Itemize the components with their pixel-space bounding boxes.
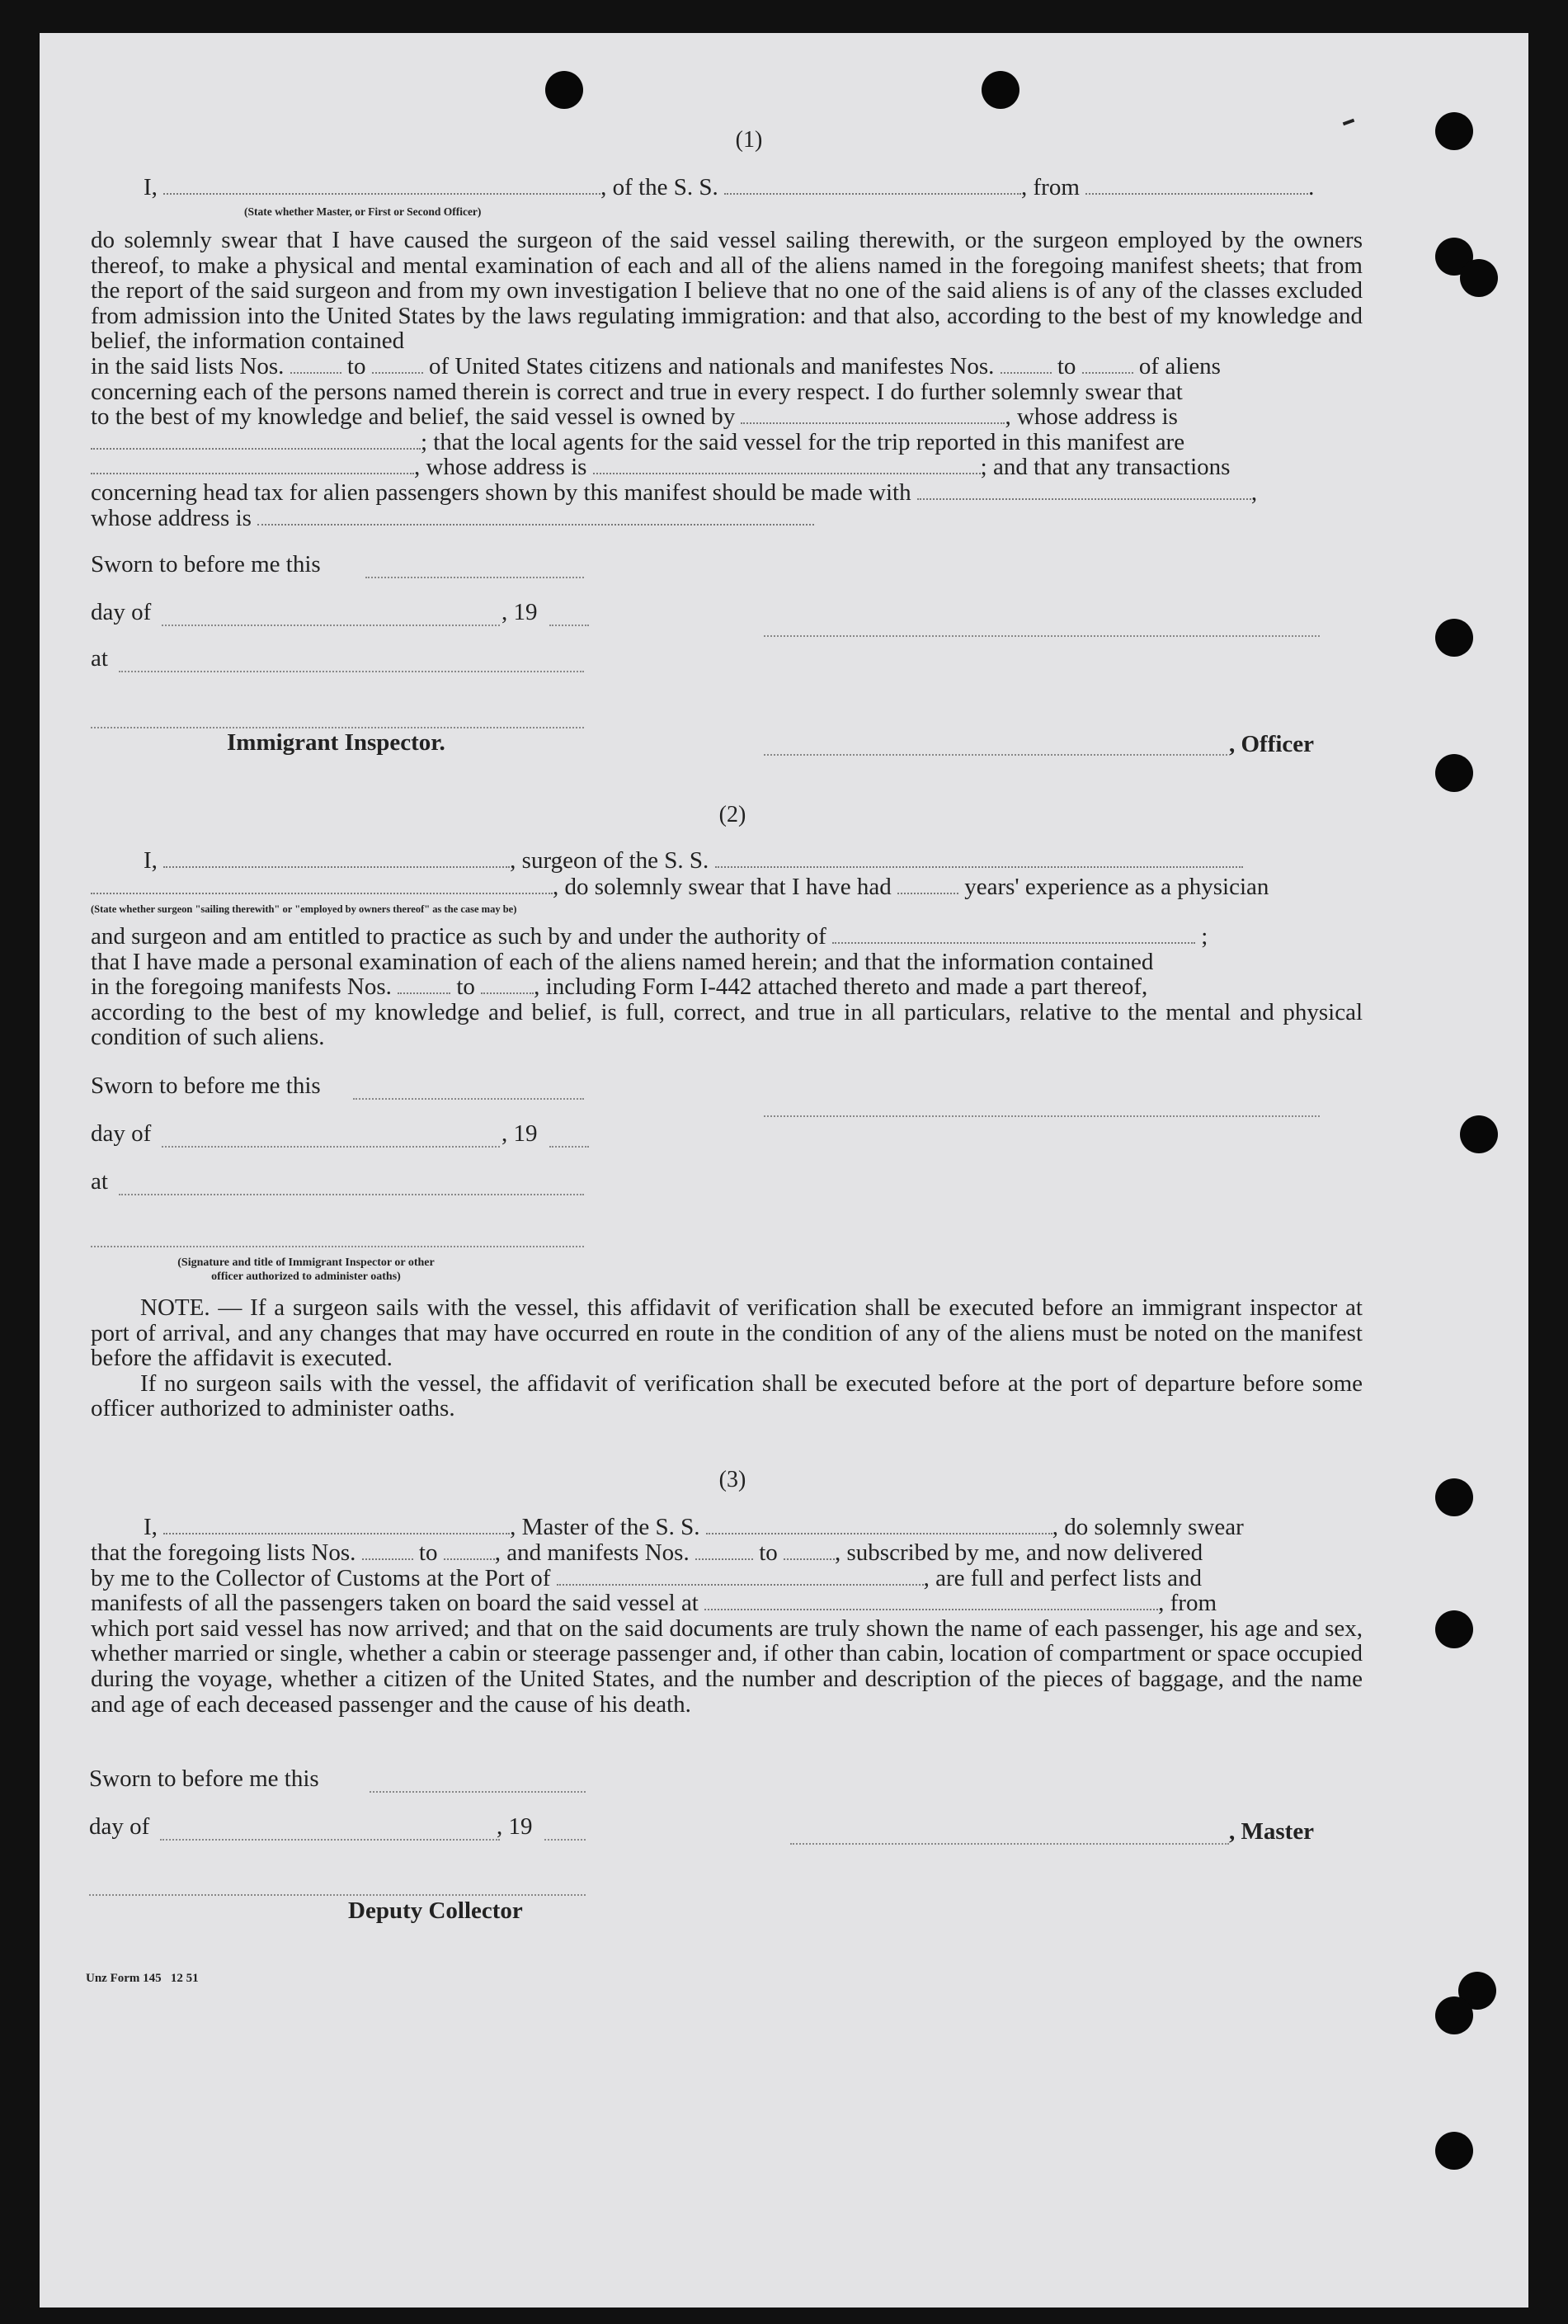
surgeon-line: I, , surgeon of the S. S. xyxy=(144,848,1243,874)
officer-title-1: , Officer xyxy=(1229,731,1315,757)
at-field-2[interactable] xyxy=(119,1192,584,1195)
form-number: Unz Form 145 12 51 xyxy=(86,1972,199,1985)
owner-field[interactable] xyxy=(741,420,1005,424)
scan-speck xyxy=(1343,119,1355,126)
punch-hole xyxy=(1435,619,1473,657)
owned-by-line: to the best of my knowledge and belief, the said vessel is owned by , whose address is xyxy=(91,403,1178,431)
note-paragraph-1: NOTE. — If a surgeon sails with the vessel, this affidavit of verification shall be executed before an immigrant inspector at port of arrival, and any changes that may have occurred en route in the condition of any of the aliens must be noted on the manifest before the affidavit is executed. xyxy=(91,1294,1363,1372)
at-label-2: at xyxy=(91,1168,108,1195)
sworn-date-field-1[interactable] xyxy=(365,575,584,578)
punch-hole xyxy=(982,71,1019,109)
sworn-label-3: Sworn to before me this xyxy=(89,1765,319,1792)
lists-to-field-3[interactable] xyxy=(444,1556,495,1560)
lists-from-field-3[interactable] xyxy=(362,1556,413,1560)
officer-signature-line-2[interactable] xyxy=(764,752,1227,756)
sworn-label-1: Sworn to before me this xyxy=(91,551,321,577)
lists-from-field[interactable] xyxy=(290,370,341,374)
manifests-to-field[interactable] xyxy=(1082,370,1133,374)
lists-to-field[interactable] xyxy=(372,370,423,374)
sworn-label-2: Sworn to before me this xyxy=(91,1072,321,1099)
section-1-oath-line xyxy=(144,175,1364,200)
agents-address-line: , whose address is ; and that any transactions xyxy=(91,455,1363,480)
section-2-heading: (2) xyxy=(718,802,746,827)
owner-address-field[interactable] xyxy=(91,445,421,450)
from-port-field[interactable] xyxy=(1085,191,1308,195)
punch-hole xyxy=(1460,1115,1498,1153)
day-field-2[interactable] xyxy=(162,1144,500,1148)
section-1-heading: (1) xyxy=(735,127,763,153)
punch-hole xyxy=(1435,2132,1473,2170)
master-vessel-field[interactable] xyxy=(706,1530,1052,1534)
surgeon-note: (State whether surgeon "sailing therewith" or "employed by owners thereof" as the case may be) xyxy=(91,903,517,915)
head-tax-line: concerning head tax for alien passengers shown by this manifest should be made with , xyxy=(91,478,1258,506)
head-tax-party-field[interactable] xyxy=(917,496,1251,500)
manifests-from-field-3[interactable] xyxy=(695,1556,753,1560)
day-of-label-1: day of xyxy=(91,599,152,625)
concerning-line: concerning each of the persons named therein is correct and true in every respect. I do further solemnly swear that xyxy=(91,378,1183,405)
collector-line: by me to the Collector of Customs at the Port of , are full and perfect lists and xyxy=(91,1564,1203,1591)
surgeon-role-field[interactable] xyxy=(91,890,553,894)
note-block xyxy=(91,1295,1363,1421)
officer-name-field[interactable] xyxy=(163,191,600,195)
surgeon-signature-line[interactable] xyxy=(764,1114,1320,1117)
day-of-label-2: day of xyxy=(91,1120,152,1147)
year-field-2[interactable] xyxy=(549,1144,589,1148)
years-field[interactable] xyxy=(897,890,958,894)
lists-line: in the said lists Nos. to of United States citizens and nationals and manifestes Nos. to of aliens xyxy=(91,352,1221,379)
document-page xyxy=(40,33,1528,2308)
surgeon-vessel-field[interactable] xyxy=(715,864,1243,868)
years-line: , do solemnly swear that I have had years' experience as a physician xyxy=(91,874,1269,900)
at-field-1[interactable] xyxy=(119,669,584,672)
surgeon-name-field[interactable] xyxy=(163,864,510,868)
punch-hole xyxy=(1435,1610,1473,1648)
punch-hole xyxy=(1435,112,1473,150)
section-1-body xyxy=(91,228,1363,530)
manifests-line: in the foregoing manifests Nos. to , including Form I-442 attached thereto and made a part thereof, xyxy=(91,973,1148,1001)
lists-manifests-line: that the foregoing lists Nos. to , and manifests Nos. to , subscribed by me, and now delivered xyxy=(91,1539,1203,1566)
examination-line: that I have made a personal examination of each of the aliens named herein; and that the information contained xyxy=(91,948,1154,975)
year-label-1: , 19 xyxy=(501,599,538,625)
punch-hole xyxy=(1435,1478,1473,1516)
boarding-port-field[interactable] xyxy=(704,1606,1158,1610)
master-line: I, , Master of the S. S. , do solemnly swear xyxy=(144,1514,1244,1540)
agents-line: ; that the local agents for the said vessel for the trip reported in this manifest are xyxy=(91,430,1363,455)
year-label-3: , 19 xyxy=(497,1813,533,1840)
authority-line: and surgeon and am entitled to practice as such by and under the authority of ; xyxy=(91,923,1208,950)
boarding-line: manifests of all the passengers taken on board the said vessel at , from xyxy=(91,1590,1217,1617)
manifests-from-field-2[interactable] xyxy=(398,990,450,994)
officer-signature-line-1[interactable] xyxy=(764,634,1320,637)
manifests-to-field-2[interactable] xyxy=(481,990,534,994)
day-of-label-3: day of xyxy=(89,1813,150,1840)
authority-field[interactable] xyxy=(832,940,1195,944)
sworn-date-field-2[interactable] xyxy=(353,1096,584,1100)
head-tax-address-field[interactable] xyxy=(257,521,814,526)
inspector-signature-line-2[interactable] xyxy=(91,1244,584,1247)
section-2-body xyxy=(91,924,1363,1050)
section-2-body-end: according to the best of my knowledge and belief, is full, correct, and true in all particulars, relative to the mental and physical condition of such aliens. xyxy=(91,998,1363,1051)
year-field-1[interactable] xyxy=(549,623,589,626)
body-paragraph: do solemnly swear that I have caused the surgeon of the said vessel sailing therewith, or the surgeon employed by the owners thereof, to make a physical and mental examination of each and all of the aliens named in the foregoing manifest sheets; that from the report of the said surgeon and from my own investigation I believe that no one of the said aliens is of any of the classes excluded from admission into the United States by the laws regulating immigration: and that also, according to the best of my knowledge and belief, the information contained xyxy=(91,227,1363,355)
punch-hole xyxy=(545,71,583,109)
section-3-body-end: which port said vessel has now arrived; and that on the said documents are truly shown the name of each passenger, his age and sex, whether married or single, whether a cabin or steerage passenger and, if other than cabin, location of compartment or space occupied during the voyage, whether a citizen of the United States, and the number and description of the pieces of baggage, and the name and age of each deceased passenger and the cause of his death. xyxy=(91,1615,1363,1718)
deputy-collector-title: Deputy Collector xyxy=(348,1897,523,1924)
head-tax-address-line: whose address is xyxy=(91,506,1363,531)
officer-note: (State whether Master, or First or Second Officer) xyxy=(244,205,482,218)
master-signature-line[interactable] xyxy=(790,1841,1229,1845)
at-label-1: at xyxy=(91,645,108,672)
day-field-3[interactable] xyxy=(160,1837,500,1841)
manifests-to-field-3[interactable] xyxy=(784,1556,835,1560)
sworn-date-field-3[interactable] xyxy=(370,1789,586,1793)
master-title: , Master xyxy=(1229,1818,1315,1845)
manifests-from-field[interactable] xyxy=(1001,370,1052,374)
agents-field[interactable] xyxy=(91,470,414,474)
punch-hole xyxy=(1460,259,1498,297)
signature-note: (Signature and title of Immigrant Inspector or other officer authorized to administer oaths) xyxy=(177,1256,435,1283)
year-label-2: , 19 xyxy=(501,1120,538,1147)
day-field-1[interactable] xyxy=(162,623,500,626)
inspector-title-1: Immigrant Inspector. xyxy=(227,729,445,756)
note-paragraph-2: If no surgeon sails with the vessel, the affidavit of verification shall be executed before at the port of departure before some officer authorized to administer oaths. xyxy=(91,1369,1363,1422)
punch-hole xyxy=(1435,754,1473,792)
port-field[interactable] xyxy=(557,1582,924,1586)
punch-hole xyxy=(1435,1996,1473,2034)
of-ss-label: , of the S. S. xyxy=(600,174,718,200)
inspector-signature-line-1[interactable] xyxy=(91,725,584,728)
period: . xyxy=(1308,174,1315,200)
master-name-field[interactable] xyxy=(163,1530,510,1534)
from-label: , from xyxy=(1021,174,1080,200)
agents-address-field[interactable] xyxy=(593,470,981,474)
section-3-body xyxy=(91,1540,1363,1717)
year-field-3[interactable] xyxy=(544,1837,586,1841)
vessel-name-field[interactable] xyxy=(724,191,1021,195)
section-3-heading: (3) xyxy=(718,1467,746,1492)
oath-i-label: I, xyxy=(144,174,158,200)
deputy-signature-line[interactable] xyxy=(89,1893,586,1896)
